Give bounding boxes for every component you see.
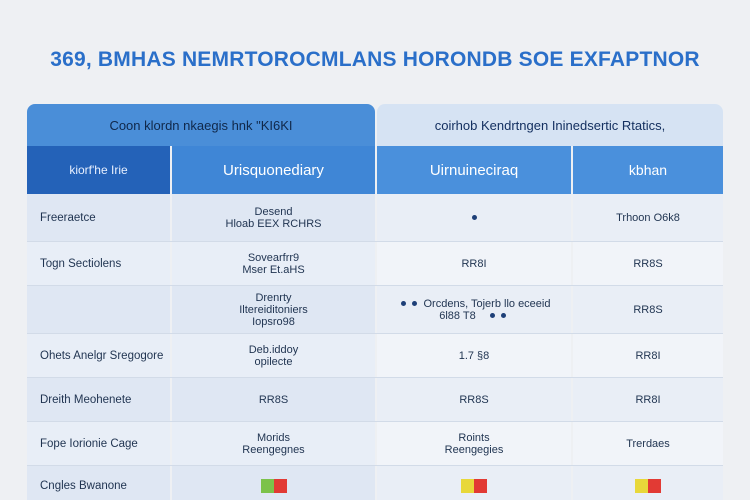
- row-label: [27, 286, 170, 333]
- column-header-2: Uirnuineciraq: [377, 146, 571, 194]
- row-label: Cngles Bwanone: [27, 466, 170, 500]
- table-row: [27, 466, 723, 500]
- column-header-type: kiorf'he Irie: [27, 146, 170, 194]
- table-row: [27, 422, 723, 466]
- red-swatch-icon: [648, 479, 661, 493]
- cell-col2: [377, 286, 571, 333]
- cell-col1: [172, 242, 375, 285]
- red-swatch-icon: [474, 479, 487, 493]
- cell-text: opilecte: [254, 355, 293, 368]
- cell-col2: [377, 422, 571, 465]
- cell-text: Reengegnes: [242, 443, 305, 456]
- bullet-dot-icon: [412, 301, 417, 306]
- table-row: [27, 286, 723, 334]
- yellow-swatch-icon: [461, 479, 474, 493]
- cell-text: Iopsro98: [252, 315, 295, 328]
- green-swatch-icon: [261, 479, 274, 493]
- cell-text: Morids: [256, 431, 290, 444]
- bullet-dot-icon: [401, 301, 406, 306]
- cell-text: Reengegies: [444, 443, 504, 456]
- cell-text: Drenrty: [255, 291, 292, 304]
- cell-text: Iltereiditoniers: [239, 303, 308, 316]
- cell-col1: [172, 286, 375, 333]
- cell-text: Roints: [458, 431, 490, 444]
- cell-col1: [172, 422, 375, 465]
- bullet-dot-icon: [490, 313, 495, 318]
- row-label: Freeraetce: [27, 194, 170, 241]
- cell-col1: [172, 194, 375, 241]
- red-swatch-icon: [274, 479, 287, 493]
- cell-col3: RR8S: [573, 242, 723, 285]
- table-row: [27, 194, 723, 242]
- cell-col3: RR8S: [573, 286, 723, 333]
- table-row: [27, 378, 723, 422]
- cell-col2: RR8I: [377, 242, 571, 285]
- table-row: [27, 334, 723, 378]
- table-header-left: Coon klordn nkaegis hnk "KI6KI: [27, 104, 375, 146]
- cell-col3: RR8I: [573, 334, 723, 377]
- rating-swatch: [635, 479, 661, 493]
- yellow-swatch-icon: [635, 479, 648, 493]
- cell-col2: [377, 194, 571, 241]
- rating-swatch: [261, 479, 287, 493]
- cell-text: Desend: [254, 205, 293, 218]
- row-label: Dreith Meohenete: [27, 378, 170, 421]
- table-row: [27, 242, 723, 286]
- cell-col1: [172, 466, 375, 500]
- column-header-1: Urisquonediary: [172, 146, 375, 194]
- column-header-3: kbhan: [573, 146, 723, 194]
- cell-text: 6l88 T8: [439, 309, 476, 322]
- bullet-dot-icon: [501, 313, 506, 318]
- comparison-table: [27, 104, 723, 500]
- table-header-right: coirhob Kendrtngen Ininedsertic Rtatics,: [377, 104, 723, 146]
- cell-col3: [573, 466, 723, 500]
- cell-col2: [377, 466, 571, 500]
- row-label: Ohets Anelgr Sregogore: [27, 334, 170, 377]
- cell-col2: 1.7 §8: [377, 334, 571, 377]
- cell-text: Orcdens, Tojerb llo eceeid: [423, 297, 551, 310]
- row-label: Togn Sectiolens: [27, 242, 170, 285]
- cell-col1: RR8S: [172, 378, 375, 421]
- cell-col1: [172, 334, 375, 377]
- cell-col3: RR8I: [573, 378, 723, 421]
- page-title: 369, BMHAS NEMRTOROCMLANS HORONDB SOE EXFAPTNOR: [50, 48, 700, 71]
- cell-col3: Trhoon O6k8: [573, 194, 723, 241]
- cell-col2: RR8S: [377, 378, 571, 421]
- cell-col3: Trerdaes: [573, 422, 723, 465]
- row-label: Fope Iorionie Cage: [27, 422, 170, 465]
- cell-text: Sovearfrr9: [247, 251, 300, 264]
- cell-text: Deb.iddoy: [248, 343, 299, 356]
- cell-text: Hloab EEX RCHRS: [225, 217, 322, 230]
- cell-text: Mser Et.aHS: [242, 263, 305, 276]
- rating-swatch: [461, 479, 487, 493]
- bullet-dot-icon: [472, 215, 477, 220]
